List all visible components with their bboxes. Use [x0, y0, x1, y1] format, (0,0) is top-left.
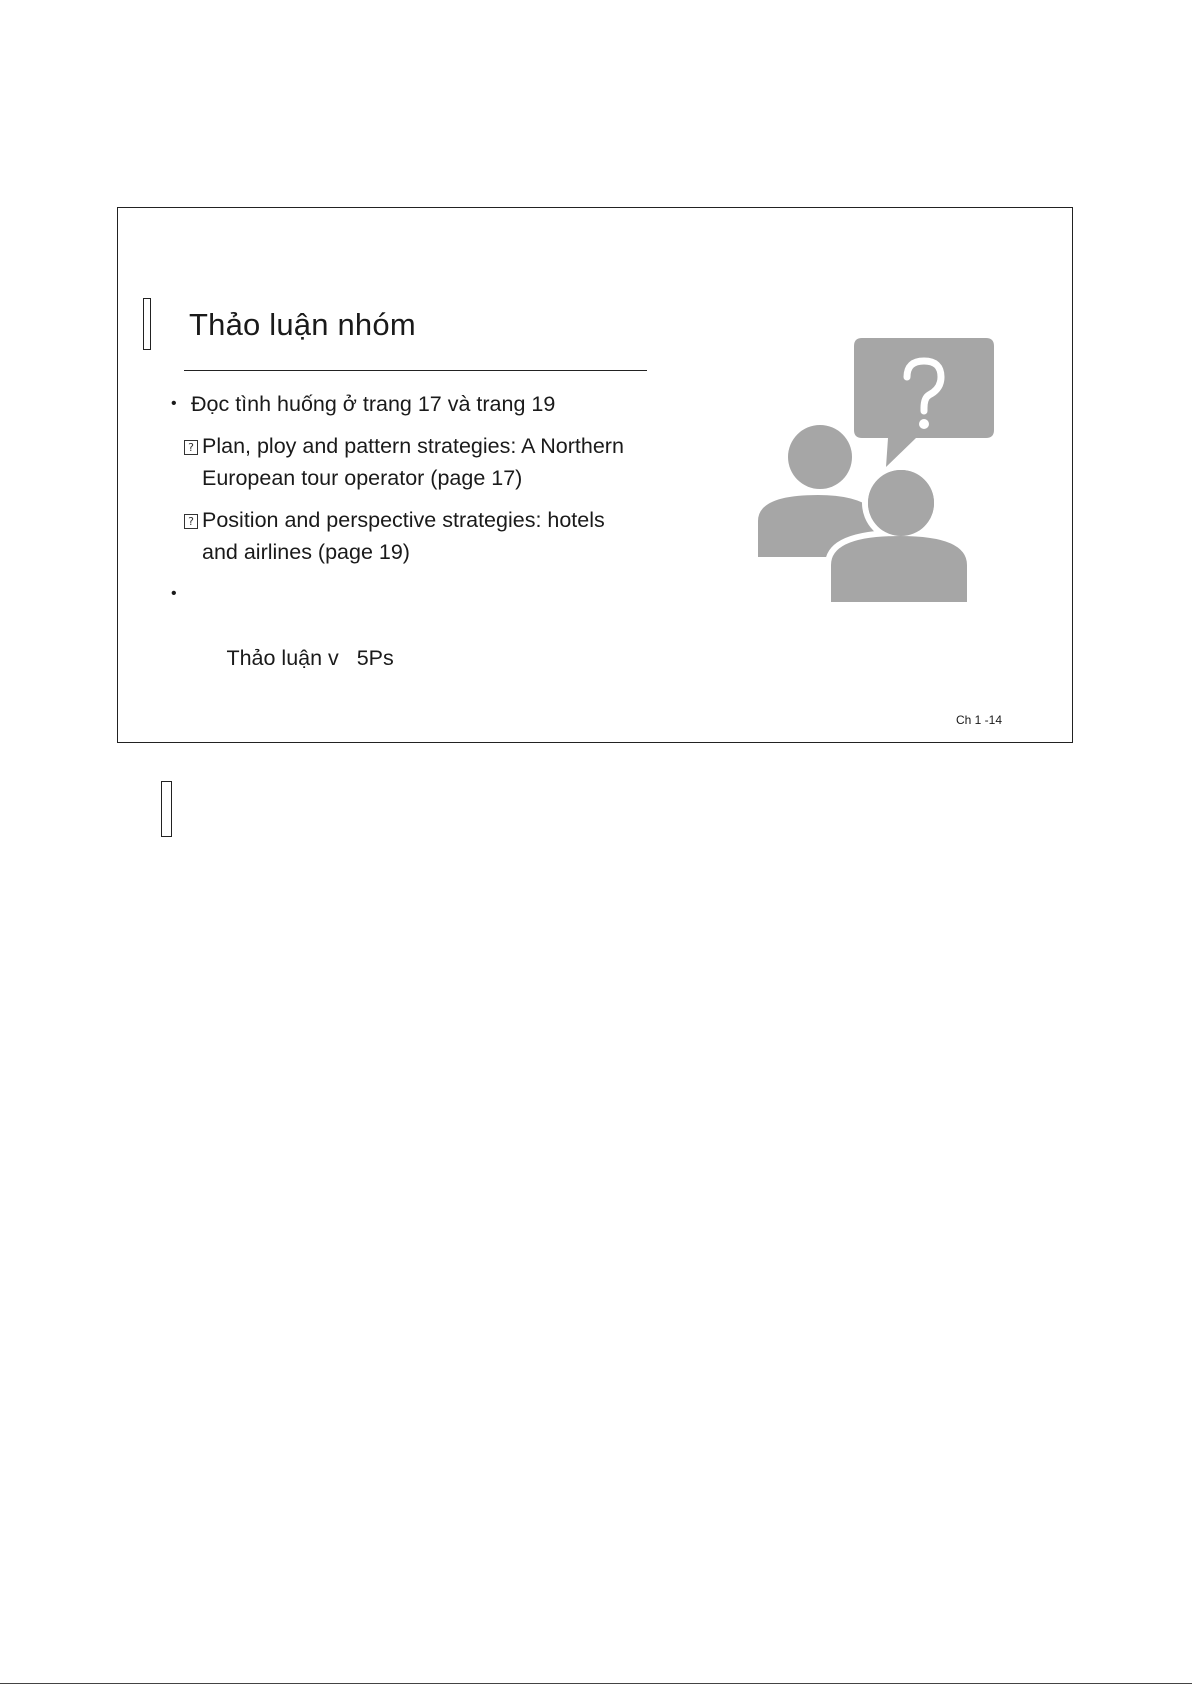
- slide: [117, 207, 1073, 743]
- missing-glyph-icon: ?: [184, 514, 198, 529]
- bullet-item: [171, 388, 631, 420]
- bullet-text: Thảo luận v 5Ps: [226, 646, 394, 670]
- placeholder-marker: [143, 298, 151, 350]
- title-underline: [184, 370, 647, 371]
- missing-glyph-icon: ?: [184, 440, 198, 455]
- placeholder-marker: [161, 781, 172, 837]
- bullet-dot: •: [171, 395, 177, 412]
- sub-item-text: Plan, ploy and pattern strategies: A Northern European tour operator (page 17): [202, 434, 624, 490]
- sub-item: [171, 430, 631, 494]
- bullet-item: [171, 578, 631, 706]
- sub-item: [171, 504, 631, 568]
- slide-body: [171, 388, 631, 706]
- bullet-text: Đọc tình huống ở trang 17 và trang 19: [191, 392, 556, 416]
- slide-number: Ch 1 -14: [956, 713, 1003, 727]
- bullet-dot: •: [171, 585, 177, 602]
- discussion-question-icon: [758, 333, 1013, 608]
- slide-title: Thảo luận nhóm: [189, 307, 416, 342]
- sub-item-text: Position and perspective strategies: hotels and airlines (page 19): [202, 508, 605, 564]
- page-bottom-rule: [0, 1683, 1192, 1684]
